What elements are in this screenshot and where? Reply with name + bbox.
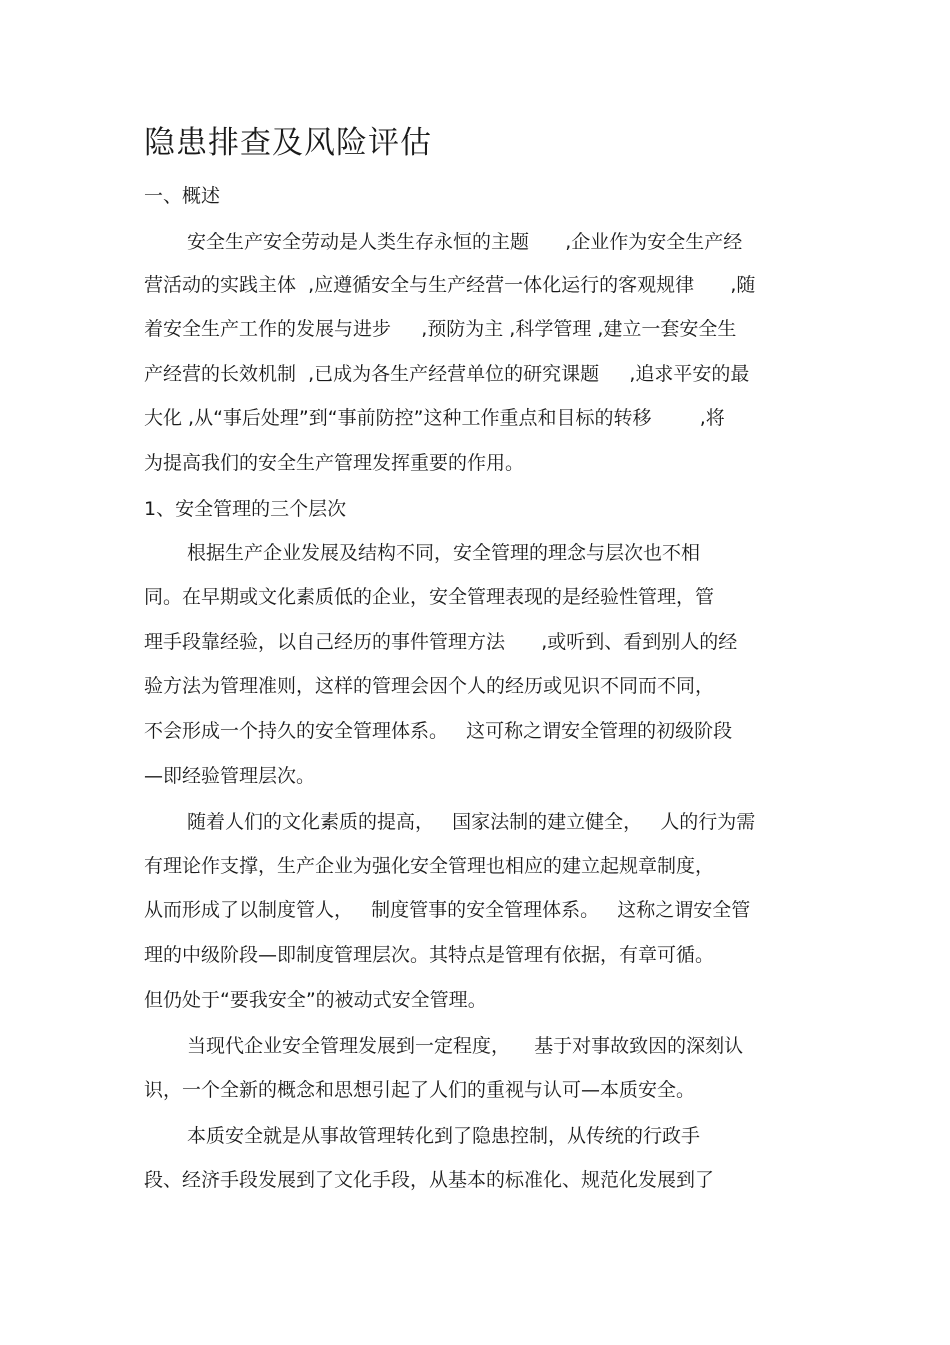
paragraph-line: 但仍处于“要我安全”的被动式安全管理。 bbox=[144, 989, 487, 1011]
paragraph-line: 理的中级阶段—即制度管理层次。其特点是管理有依据，有章可循。 bbox=[144, 944, 715, 966]
paragraph-line: 着安全生产工作的发展与进步 ,预防为主 ,科学管理 ,建立一套安全生 bbox=[144, 318, 737, 340]
section-heading-management-levels: 1、安全管理的三个层次 bbox=[144, 498, 347, 520]
section-heading-overview: 一、概述 bbox=[144, 185, 221, 207]
paragraph-line: 理手段靠经验，以自己经历的事件管理方法 ,或听到、看到别人的经 bbox=[144, 631, 738, 653]
paragraph-line: 同。在早期或文化素质低的企业，安全管理表现的是经验性管理，管 bbox=[144, 586, 715, 608]
paragraph-line: 从而形成了以制度管人， 制度管事的安全管理体系。 这称之谓安全管 bbox=[144, 899, 751, 921]
paragraph-line: 本质安全就是从事故管理转化到了隐患控制，从传统的行政手 bbox=[187, 1125, 701, 1147]
paragraph-line: 营活动的实践主体 ,应遵循安全与生产经营一体化运行的客观规律 ,随 bbox=[144, 274, 756, 296]
paragraph-line: —即经验管理层次。 bbox=[144, 765, 316, 787]
document-title: 隐患排查及风险评估 bbox=[144, 125, 432, 161]
paragraph-line: 不会形成一个持久的安全管理体系。 这可称之谓安全管理的初级阶段 bbox=[144, 720, 733, 742]
paragraph-line: 根据生产企业发展及结构不同，安全管理的理念与层次也不相 bbox=[187, 542, 701, 564]
paragraph-line: 产经营的长效机制 ,已成为各生产经营单位的研究课题 ,追求平安的最 bbox=[144, 363, 750, 385]
paragraph-line: 当现代企业安全管理发展到一定程度， 基于对事故致因的深刻认 bbox=[187, 1035, 744, 1057]
paragraph-line: 为提高我们的安全生产管理发挥重要的作用。 bbox=[144, 452, 525, 474]
paragraph-line: 大化 ,从“事后处理”到“事前防控”这种工作重点和目标的转移 ,将 bbox=[144, 407, 725, 429]
paragraph-line: 段、经济手段发展到了文化手段，从基本的标准化、规范化发展到了 bbox=[144, 1169, 715, 1191]
paragraph-line: 安全生产安全劳动是人类生存永恒的主题 ,企业作为安全生产经 bbox=[187, 231, 743, 253]
paragraph-line: 有理论作支撑，生产企业为强化安全管理也相应的建立起规章制度， bbox=[144, 855, 715, 877]
paragraph-line: 随着人们的文化素质的提高， 国家法制的建立健全， 人的行为需 bbox=[187, 811, 756, 833]
paragraph-line: 验方法为管理准则，这样的管理会因个人的经历或见识不同而不同， bbox=[144, 675, 715, 697]
paragraph-line: 识，一个全新的概念和思想引起了人们的重视与认可—本质安全。 bbox=[144, 1079, 696, 1101]
